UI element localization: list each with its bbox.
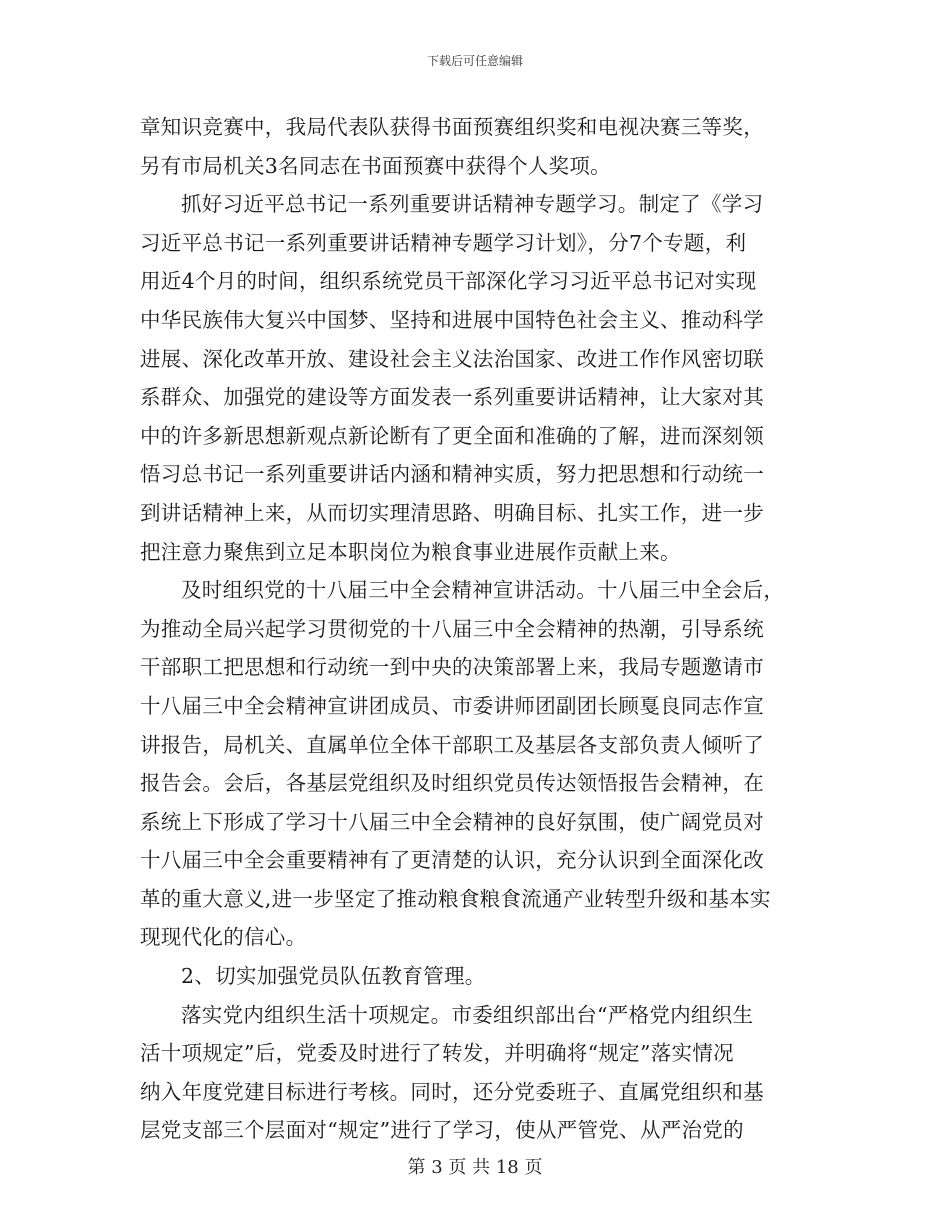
text-line: 把注意力聚焦到立足本职岗位为粮食事业进展作贡献上来。 bbox=[140, 539, 681, 564]
text-line: 章知识竞赛中，我局代表队获得书面预赛组织奖和电视决赛三等奖， bbox=[140, 115, 764, 139]
text-line: 系群众、加强党的建设等方面发表一系列重要讲话精神，让大家对其 bbox=[140, 385, 764, 410]
document-body bbox=[140, 108, 810, 1150]
text-line: 现现代化的信心。 bbox=[140, 925, 307, 950]
text-line: 习近平总书记一系列重要讲话精神专题学习计划》，分7个专题，利 bbox=[140, 230, 747, 255]
page-header: 下载后可任意编辑 bbox=[426, 54, 523, 68]
text-line: 活十项规定”后，党委及时进行了转发，并明确将“规定”落实情况 bbox=[140, 1041, 734, 1066]
text-line: 另有市局机关3名同志在书面预赛中获得个人奖项。 bbox=[140, 153, 611, 178]
text-line: 干部职工把思想和行动统一到中央的决策部署上来，我局专题邀请市 bbox=[140, 655, 764, 680]
text-line: 进展、深化改革开放、建设社会主义法治国家、改进工作作风密切联 bbox=[140, 346, 764, 371]
text-line: 用近4个月的时间，组织系统党员干部深化学习习近平总书记对实现 bbox=[140, 269, 757, 294]
text-line: 十八届三中全会精神宣讲团成员、市委讲师团副团长顾戛良同志作宣 bbox=[140, 693, 764, 718]
paragraph-start-line: 抓好习近平总书记一系列重要讲话精神专题学习。制定了《学习 bbox=[181, 192, 764, 217]
text-line: 中的许多新思想新观点新论断有了更全面和准确的了解，进而深刻领 bbox=[140, 423, 764, 448]
page-number-footer: 第 3 页 共 18 页 bbox=[407, 1157, 543, 1178]
text-line: 为推动全局兴起学习贯彻党的十八届三中全会精神的热潮，引导系统 bbox=[140, 616, 764, 641]
text-line: 革的重大意义,进一步坚定了推动粮食粮食流通产业转型升级和基本实 bbox=[140, 886, 771, 911]
text-line: 中华民族伟大复兴中国梦、坚持和进展中国特色社会主义、推动科学 bbox=[140, 307, 764, 332]
text-line: 十八届三中全会重要精神有了更清楚的认识，充分认识到全面深化改 bbox=[140, 848, 764, 873]
text-line: 报告会。会后，各基层党组织及时组织党员传达领悟报告会精神，在 bbox=[140, 771, 764, 796]
section-heading: 2、切实加强党员队伍教育管理。 bbox=[181, 964, 486, 989]
paragraph-start-line: 落实党内组织生活十项规定。市委组织部出台“严格党内组织生 bbox=[181, 1002, 754, 1027]
text-line: 系统上下形成了学习十八届三中全会精神的良好氛围，使广阔党员对 bbox=[140, 809, 764, 834]
text-line: 讲报告，局机关、直属单位全体干部职工及基层各支部负责人倾听了 bbox=[140, 732, 764, 757]
text-line: 层党支部三个层面对“规定”进行了学习，使从严管党、从严治党的 bbox=[140, 1118, 744, 1143]
text-line: 悟习总书记一系列重要讲话内涵和精神实质，努力把思想和行动统一 bbox=[140, 462, 764, 487]
text-line: 到讲话精神上来，从而切实理清思路、明确目标、扎实工作，进一步 bbox=[140, 500, 764, 525]
paragraph-start-line: 及时组织党的十八届三中全会精神宣讲活动。十八届三中全会后， bbox=[181, 578, 785, 603]
text-line: 纳入年度党建目标进行考核。同时，还分党委班子、直属党组织和基 bbox=[140, 1079, 764, 1104]
